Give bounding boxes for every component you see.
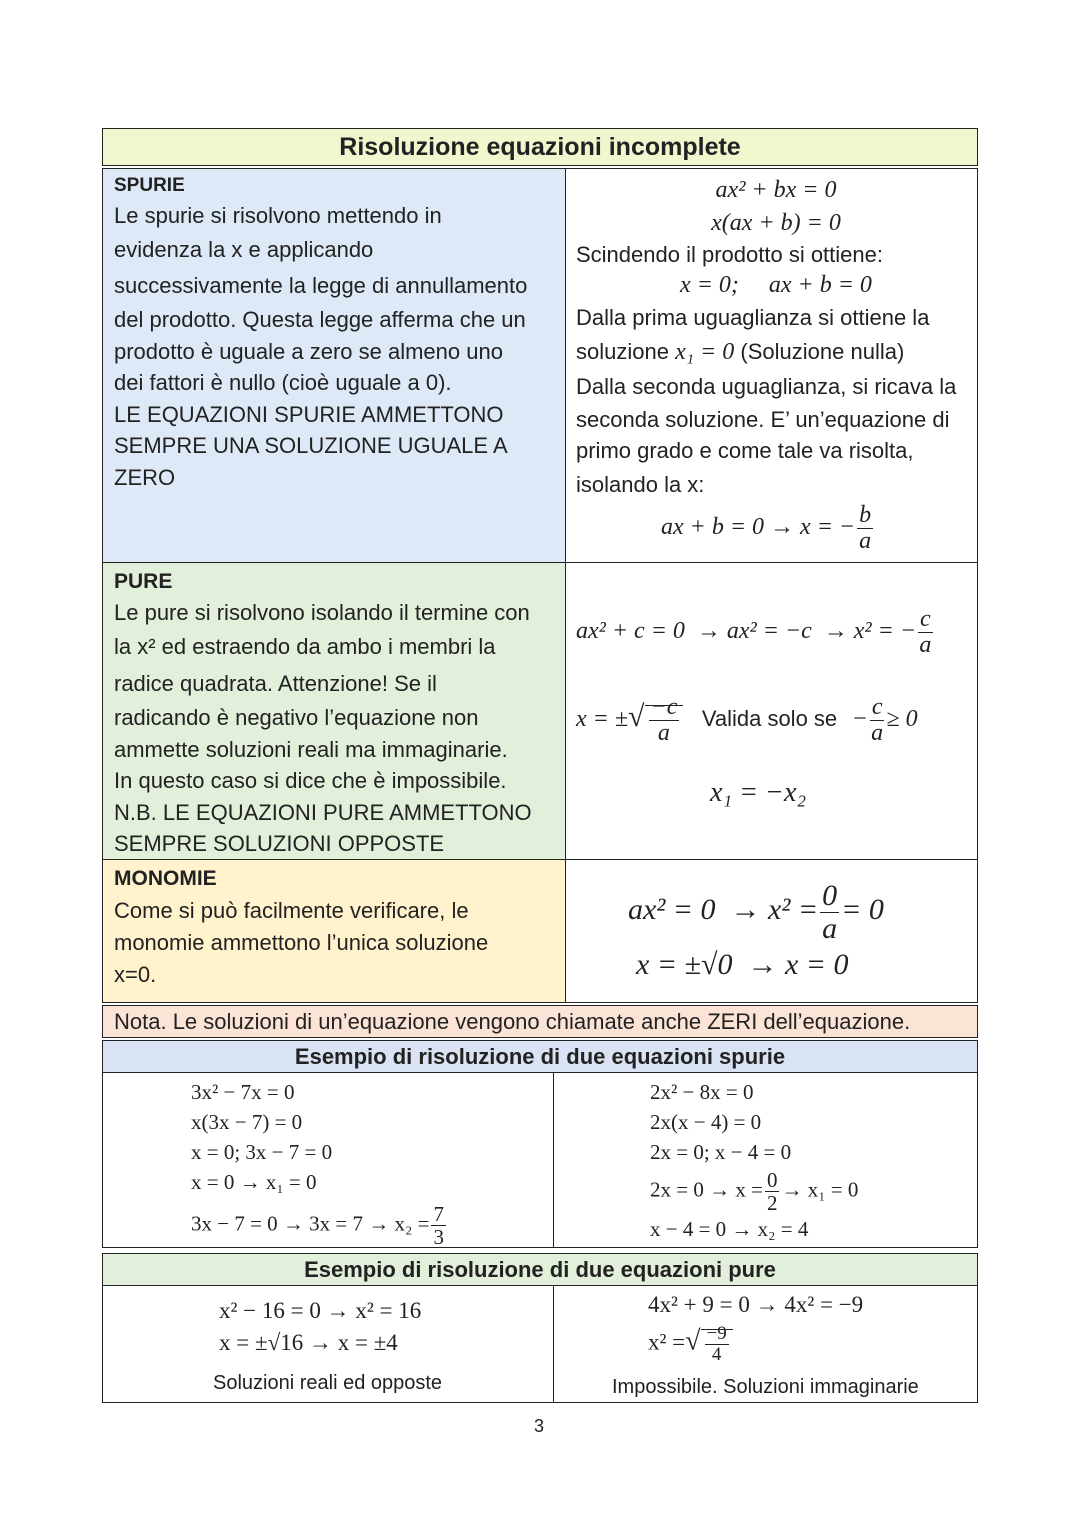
example-eq: x(3x − 7) = 0 (191, 1110, 303, 1134)
fraction-den: 4 (711, 1343, 722, 1365)
spurie-eq-4-text: ax + b = 0 → x = − (661, 513, 856, 540)
spurie-label: SPURIE (114, 175, 185, 196)
example-eq (650, 1169, 977, 1214)
spurie-line: dei fattori è nullo (cioè uguale a 0). (114, 370, 452, 395)
fraction-num: c (871, 694, 883, 720)
sqrt-icon: √ (628, 700, 645, 734)
monomie-text-cell (102, 859, 566, 1003)
pure-line: SEMPRE SOLUZIONI OPPOSTE (114, 831, 445, 856)
pure-eq-1-text: ax² + c = 0 → ax² = −c → x² = − (576, 618, 917, 645)
fraction (870, 695, 885, 746)
pure-line: ammette soluzioni reali ma immaginarie. (114, 736, 508, 762)
pure-eq-3: x₁ = −x₂ (710, 777, 807, 808)
example-spurie-left (102, 1072, 554, 1248)
example-spurie-title: Esempio di risoluzione di due equazioni spurie (102, 1040, 978, 1073)
example-caption: Soluzioni reali ed opposte (213, 1372, 443, 1394)
example-eq: x − 4 = 0 → x₂ = 4 (650, 1217, 809, 1242)
example-eq-tail: → x₁ = 0 (781, 1177, 859, 1202)
spurie-text: primo grado e come tale va risolta, (576, 438, 914, 463)
spurie-line: SEMPRE UNA SOLUZIONE UGUALE A ZERO (114, 433, 507, 490)
spurie-line: del prodotto. Questa legge afferma che un (114, 307, 526, 332)
example-eq: x = 0; 3x − 7 = 0 (191, 1140, 333, 1164)
example-eq: 2x = 0; x − 4 = 0 (650, 1140, 792, 1164)
pure-line: radice quadrata. Attenzione! Se il (114, 671, 437, 696)
fraction-num: c (920, 606, 931, 632)
example-eq-text: x² = (648, 1329, 686, 1355)
spurie-eq-1: ax² + bx = 0 (715, 177, 837, 203)
example-eq: x² − 16 = 0 → x² = 16 (219, 1298, 422, 1323)
monomie-eq-1 (628, 880, 884, 944)
spurie-text: Scindendo il prodotto si ottiene: (576, 242, 883, 267)
monomie-line: Come si può facilmente verificare, le (114, 898, 469, 923)
fraction-num: 0 (766, 1168, 778, 1192)
example-eq (648, 1324, 733, 1365)
fraction-num: 7 (433, 1202, 444, 1226)
example-pure-left (102, 1285, 554, 1403)
spurie-text: (Soluzione nulla) (740, 339, 905, 364)
fraction (705, 1324, 729, 1365)
spurie-text-cell (102, 168, 566, 563)
monomie-line: monomie ammettono l’unica soluzione (114, 930, 489, 955)
fraction (765, 1169, 780, 1214)
fraction-den: 2 (766, 1191, 778, 1216)
pure-text-cell (102, 562, 566, 860)
pure-line: radicando è negativo l’equazione non (114, 705, 479, 730)
fraction-num: 0 (822, 879, 838, 912)
pure-line: Le pure si risolvono isolando il termine con (114, 600, 530, 625)
fraction (857, 503, 873, 554)
fraction-den: a (859, 527, 872, 554)
monomie-eq-2: x = ±√0 → x = 0 (636, 948, 849, 981)
fraction (918, 607, 933, 658)
example-spurie-right (553, 1072, 978, 1248)
fraction (431, 1203, 446, 1248)
spurie-line: prodotto è uguale a zero se almeno uno (114, 338, 503, 364)
monomie-math-cell (565, 859, 978, 1003)
fraction-den: a (919, 632, 932, 659)
pure-condition-tail: ≥ 0 (886, 706, 918, 733)
spurie-text: Dalla seconda uguaglianza, si ricava la (576, 373, 957, 399)
pure-line: la x² ed estraendo da ambo i membri la (114, 634, 496, 659)
pure-line: In questo caso si dice che è impossibile. (114, 768, 507, 793)
spurie-eq-2: x(ax + b) = 0 (711, 210, 841, 236)
spurie-math-cell (565, 168, 978, 563)
example-pure-title: Esempio di risoluzione di due equazioni pure (102, 1253, 978, 1286)
spurie-text: seconda soluzione. E’ un’equazione di (576, 406, 950, 432)
monomie-eq-1-tail: = 0 (841, 892, 884, 926)
example-eq: x = 0 → x₁ = 0 (191, 1170, 317, 1194)
fraction-num: b (859, 501, 872, 528)
fraction-num: −c (650, 694, 678, 720)
pure-valid-label: Valida solo se (701, 706, 838, 732)
monomie-line: x=0. (114, 961, 157, 987)
spurie-line: evidenza la x e applicando (114, 237, 374, 262)
pure-eq-1 (576, 607, 935, 658)
pure-label: PURE (114, 570, 173, 593)
pure-line: N.B. LE EQUAZIONI PURE AMMETTONO (114, 799, 532, 825)
spurie-text (576, 336, 977, 369)
spurie-line: Le spurie si risolvono mettendo in (114, 203, 442, 228)
fraction-den: a (657, 720, 670, 747)
page-title: Risoluzione equazioni incomplete (102, 128, 978, 166)
pure-math-cell (565, 562, 978, 860)
example-caption: Impossibile. Soluzioni immaginarie (612, 1376, 919, 1398)
example-eq: 2x² − 8x = 0 (650, 1080, 754, 1104)
spurie-line: LE EQUAZIONI SPURIE AMMETTONO (114, 401, 504, 427)
sqrt-icon: √ (685, 1325, 701, 1357)
note-banner: Nota. Le soluzioni di un’equazione vengono chiamate anche ZERI dell’equazione. (102, 1005, 978, 1038)
example-eq: 2x(x − 4) = 0 (650, 1110, 762, 1134)
fraction-num: −9 (706, 1323, 727, 1344)
spurie-eq-3: x = 0; ax + b = 0 (680, 272, 872, 298)
page-number: 3 (534, 1416, 545, 1436)
example-eq (191, 1203, 553, 1248)
fraction-den: a (822, 911, 838, 945)
example-eq: x = ±√16 → x = ±4 (219, 1330, 398, 1355)
example-eq-text: 2x = 0 → x = (650, 1177, 763, 1202)
spurie-eq-4 (576, 503, 977, 554)
pure-eq-2-text: x = ± (576, 706, 629, 733)
fraction-den: a (871, 720, 884, 747)
spurie-text: isolando la x: (576, 471, 705, 497)
fraction (820, 880, 839, 944)
example-pure-right (553, 1285, 978, 1403)
fraction (649, 695, 680, 746)
pure-eq-2-row (576, 695, 918, 746)
fraction-den: 3 (433, 1225, 444, 1250)
example-eq: 4x² + 9 = 0 → 4x² = −9 (648, 1292, 864, 1317)
spurie-line: successivamente la legge di annullamento (114, 273, 528, 298)
spurie-text: Dalla prima uguaglianza si ottiene la (576, 305, 930, 330)
example-eq-text: 3x − 7 = 0 → 3x = 7 → x₂ = (191, 1211, 430, 1236)
spurie-text: soluzione (576, 339, 669, 364)
monomie-eq-1-text: ax² = 0 → x² = (628, 892, 819, 926)
monomie-label: MONOMIE (114, 867, 217, 890)
example-eq: 3x² − 7x = 0 (191, 1080, 295, 1104)
spurie-eq-solution: x₁ = 0 (675, 339, 735, 365)
pure-condition: − $\frac{c}{a}$ ≥ 0 (851, 694, 918, 747)
